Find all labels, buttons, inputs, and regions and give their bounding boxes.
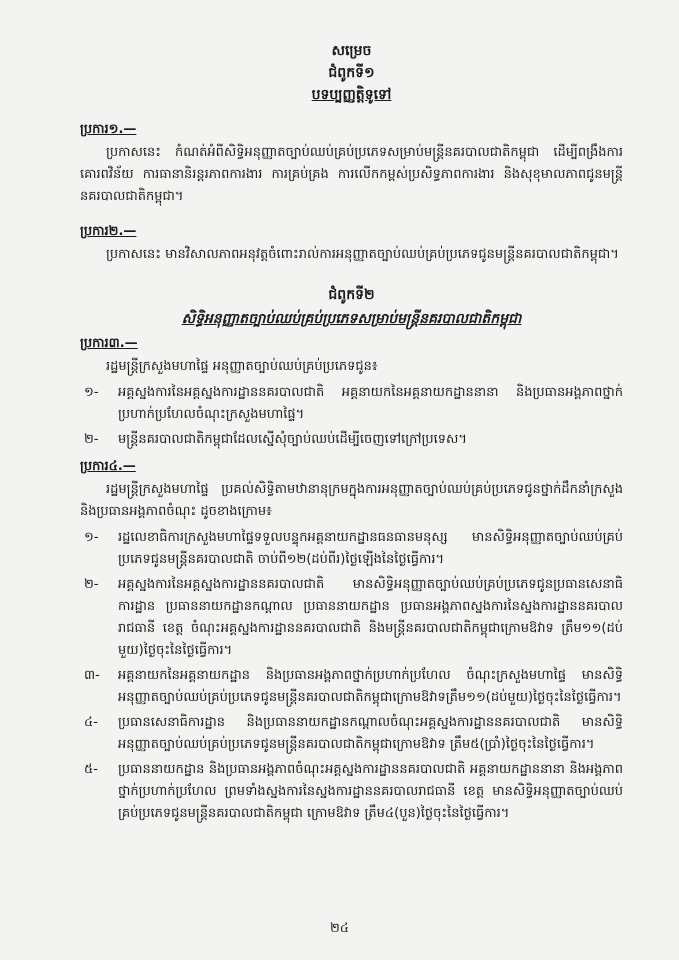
article3-label: ប្រការ៣.— (80, 336, 138, 351)
list-item-text: អគ្គស្នងការនៃអគ្គស្នងការដ្ឋាននគរបាលជាតិ អគ្គនាយកនៃអគ្គនាយកដ្ឋាននានា និងប្រធានអង្គភាពថ្នាក់ប្រហាក់ប្រហែលចំណុះក្រសួងមហាផ្ទៃ។ (118, 385, 623, 422)
chapter2-title: ជំពូកទី២ (328, 287, 375, 303)
list-item-number: ៥- (84, 762, 98, 777)
list-item-number: ៣- (84, 668, 100, 683)
article1-label: ប្រការ១.— (80, 122, 137, 137)
list-item-number: ១- (84, 530, 99, 545)
list-item-text: រដ្ឋលេខាធិការក្រសួងមហាផ្ទៃទទួលបន្ទុកអគ្គនាយកដ្ឋានធនធានមនុស្ស មានសិទ្ធិអនុញ្ញាតច្បាប់ឈប់គ្រប់ប្រភេទជូនមន្ត្រីនគរបាលជាតិ ចាប់ពី១២(ដប់ពីរ)ថ្ងៃឡើងនៃថ្ងៃធ្វើការ។ (118, 530, 623, 567)
article4-list (80, 527, 623, 825)
list-item-text: មន្ត្រីនគរបាលជាតិកម្ពុជាដែលស្នើសុំច្បាប់ឈប់ដើម្បីចេញទៅក្រៅប្រទេស។ (118, 432, 467, 447)
decision-heading: សម្រេច (331, 43, 372, 59)
article2-label: ប្រការ២.— (80, 224, 137, 239)
list-item (80, 759, 623, 825)
list-item (80, 429, 623, 451)
list-item (80, 527, 623, 571)
article4-intro: រដ្ឋមន្ត្រីក្រសួងមហាផ្ទៃ ប្រគល់សិទ្ធិតាមឋានានុក្រមក្នុងការអនុញ្ញាតច្បាប់ឈប់គ្រប់ប្រភេទជូនថ្នាក់ដឹកនាំក្រសួង និងប្រធានអង្គភាពចំណុះ ដូចខាងក្រោម៖ (80, 482, 623, 519)
list-item-number: ២- (84, 432, 99, 447)
chapter2-subtitle: សិទ្ធិអនុញ្ញាតច្បាប់ឈប់គ្រប់ប្រភេទសម្រាប់មន្ត្រីនគរបាលជាតិកម្ពុជា (181, 311, 522, 327)
list-item (80, 712, 623, 756)
list-item-text: អគ្គនាយកនៃអគ្គនាយកដ្ឋាន និងប្រធានអង្គភាពថ្នាក់ប្រហាក់ប្រហែល ចំណុះក្រសួងមហាផ្ទៃ មានសិទ្ធិអនុញ្ញាតច្បាប់ឈប់គ្រប់ប្រភេទជូនមន្ត្រីនគរបាលជាតិកម្ពុជាក្រោមឱវាទត្រឹម១១(ដប់មួយ)ថ្ងៃចុះនៃថ្ងៃធ្វើការ។ (118, 668, 623, 705)
list-item-text: អគ្គស្នងការនៃអគ្គស្នងការដ្ឋាននគរបាលជាតិ មានសិទ្ធិអនុញ្ញាតច្បាប់ឈប់គ្រប់ប្រភេទជូនប្រធានសេនាធិការដ្ឋាន ប្រធាននាយកដ្ឋានកណ្តាល ប្រធាននាយកដ្ឋាន ប្រធានអង្គភាពស្នងការនៃស្នងការដ្ឋាននគរបាលរាជធានី ខេត្ត ចំណុះអគ្គស្នងការដ្ឋាននគរបាលជាតិ និងមន្ត្រីនគរបាលជាតិកម្ពុជាក្រោមឱវាទ ត្រឹម១១(ដប់មួយ)ថ្ងៃចុះនៃថ្ងៃធ្វើការ។ (118, 577, 623, 658)
list-item-number: ២- (84, 577, 99, 592)
list-item (80, 665, 623, 709)
list-item-text: ប្រធាននាយកដ្ឋាន និងប្រធានអង្គភាពចំណុះអគ្គស្នងការដ្ឋាននគរបាលជាតិ អគ្គនាយកដ្ឋាននានា និងអង្គភាពថ្នាក់ប្រហាក់ប្រហែល ព្រមទាំងស្នងការនៃស្នងការដ្ឋាននគរបាលរាជធានី ខេត្ត មានសិទ្ធិអនុញ្ញាតច្បាប់ឈប់គ្រប់ប្រភេទជូនមន្ត្រីនគរបាលជាតិកម្ពុជា ក្រោមឱវាទ ត្រឹម៤(បួន)ថ្ងៃចុះនៃថ្ងៃធ្វើការ។ (118, 762, 623, 821)
chapter1-subtitle: បទប្បញ្ញត្តិទូទៅ (311, 87, 392, 103)
list-item (80, 574, 623, 662)
list-item-number: ១- (84, 385, 99, 400)
article1-text: ប្រកាសនេះ កំណត់អំពីសិទ្ធិអនុញ្ញាតច្បាប់ឈប់គ្រប់ប្រភេទសម្រាប់មន្ត្រីនគរបាលជាតិកម្ពុជា ដើម្បីពង្រឹងការគោរពវិន័យ ការធានានិរន្តរភាពការងារ ការគ្រប់គ្រង ការលើកកម្ពស់ប្រសិទ្ធភាពការងារ និងសុខុមាលភាពជូនមន្ត្រីនគរបាលជាតិកម្ពុជា។ (80, 145, 623, 204)
list-item-text: ប្រធានសេនាធិការដ្ឋាន និងប្រធាននាយកដ្ឋានកណ្តាលចំណុះអគ្គស្នងការដ្ឋាននគរបាលជាតិ មានសិទ្ធិអនុញ្ញាតច្បាប់ឈប់គ្រប់ប្រភេទជូនមន្ត្រីនគរបាលជាតិកម្ពុជាក្រោមឱវាទ ត្រឹម៥(ប្រាំ)ថ្ងៃចុះនៃថ្ងៃធ្វើការ។ (118, 715, 623, 752)
list-item-number: ៤- (84, 715, 98, 730)
article4-label: ប្រការ៤.— (80, 459, 136, 474)
article3-list (80, 382, 623, 451)
page-number: ២៤ (329, 921, 350, 936)
chapter1-title: ជំពូកទី១ (328, 65, 375, 81)
article3-intro: រដ្ឋមន្ត្រីក្រសួងមហាផ្ទៃ អនុញ្ញាតច្បាប់ឈប់គ្រប់ប្រភេទជូន៖ (106, 359, 378, 374)
article2-text: ប្រកាសនេះ មានវិសាលភាពអនុវត្តចំពោះរាល់ការអនុញ្ញាតច្បាប់ឈប់គ្រប់ប្រភេទជូនមន្ត្រីនគរបាលជាតិកម្ពុជា។ (106, 247, 619, 262)
list-item (80, 382, 623, 426)
